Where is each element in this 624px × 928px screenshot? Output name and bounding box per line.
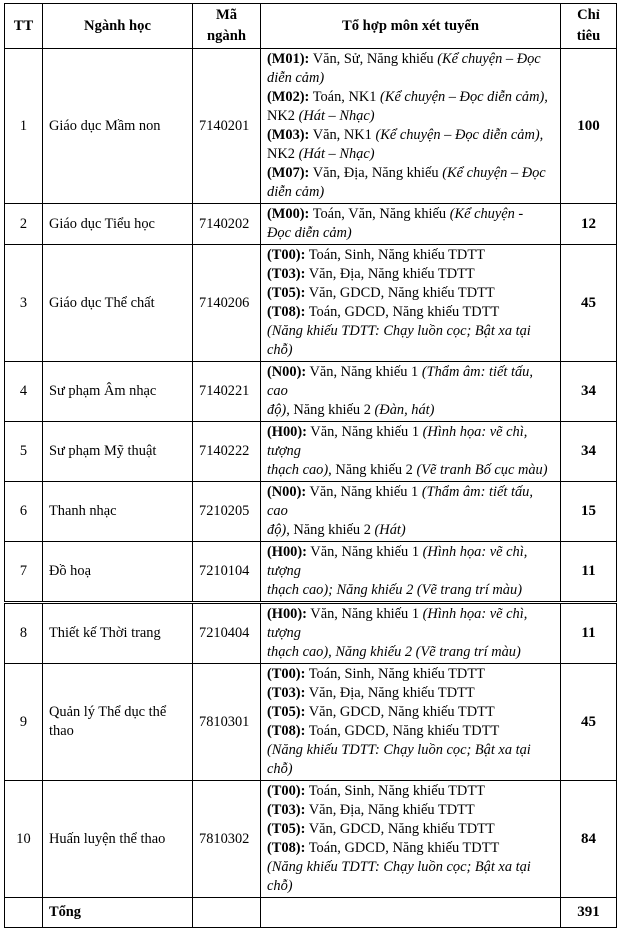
combination-note: (Kể chuyện – Đọc diễn cảm), xyxy=(380,89,548,105)
row-number: 9 xyxy=(5,664,43,781)
major-code: 7140221 xyxy=(193,362,261,422)
row-number: 4 xyxy=(5,362,43,422)
major-code: 7210404 xyxy=(193,603,261,664)
header-code-line1: Mã xyxy=(215,7,238,23)
combination-subjects: Toán, GDCD, Năng khiếu TDTT xyxy=(305,840,500,856)
subject-combinations xyxy=(261,603,561,664)
combination-note: (Kể chuyện – Đọc xyxy=(437,51,541,67)
table-row xyxy=(5,482,617,542)
combination-note: Đọc diễn cảm) xyxy=(267,225,352,241)
quota-value: 11 xyxy=(561,603,617,664)
combination-line xyxy=(267,183,557,202)
combination-subjects: Văn, Sử, Năng khiếu xyxy=(309,51,438,67)
quota-value: 84 xyxy=(561,781,617,898)
combination-line xyxy=(267,483,557,521)
combination-note: diễn cảm) xyxy=(267,70,325,86)
combination-code: (T08): xyxy=(267,723,306,739)
subject-combinations xyxy=(261,49,561,204)
quota-value: 11 xyxy=(561,542,617,603)
combination-subjects: NK2 xyxy=(267,108,299,124)
row-number: 6 xyxy=(5,482,43,542)
major-name: Giáo dục Mầm non xyxy=(43,49,193,204)
combination-code: (T05): xyxy=(267,704,306,720)
major-code: 7210205 xyxy=(193,482,261,542)
total-value: 391 xyxy=(561,898,617,928)
subject-combinations xyxy=(261,482,561,542)
combination-subjects: , Năng khiếu 2 xyxy=(286,522,375,538)
combination-line xyxy=(267,145,557,164)
combination-line xyxy=(267,461,557,480)
quota-value: 100 xyxy=(561,49,617,204)
combination-code: (T00): xyxy=(267,666,306,682)
major-code: 7140206 xyxy=(193,245,261,362)
major-code: 7810301 xyxy=(193,664,261,781)
combination-line xyxy=(267,722,557,741)
combination-note: (Kể chuyện - xyxy=(449,206,524,222)
table-body xyxy=(5,49,617,898)
major-name: Quản lý Thể dục thể thao xyxy=(43,664,193,781)
table-row xyxy=(5,49,617,204)
combination-code: (M03): xyxy=(267,127,310,143)
combination-code: (N00): xyxy=(267,484,307,500)
combination-line xyxy=(267,88,557,107)
combination-subjects: Văn, GDCD, Năng khiếu TDTT xyxy=(305,704,495,720)
combination-note: (Thẩm âm: tiết tấu, cao xyxy=(267,484,533,519)
combination-subjects: Toán, Sinh, Năng khiếu TDTT xyxy=(305,783,485,799)
combination-subjects: Văn, Năng khiếu 1 xyxy=(306,606,423,622)
combination-line xyxy=(267,581,557,600)
table-row xyxy=(5,542,617,603)
combination-note: diễn cảm) xyxy=(267,184,325,200)
combination-subjects: Văn, Năng khiếu 1 xyxy=(306,484,422,500)
combination-line xyxy=(267,126,557,145)
combination-note: (Hát) xyxy=(374,522,406,538)
combination-subjects: Văn, NK1 xyxy=(309,127,376,143)
combination-note: (Kể chuyện – Đọc xyxy=(442,165,546,181)
major-code: 7140222 xyxy=(193,422,261,482)
subject-combinations xyxy=(261,664,561,781)
combination-subjects: Toán, GDCD, Năng khiếu TDTT xyxy=(305,304,500,320)
combination-subjects: , Năng khiếu 2 xyxy=(328,462,417,478)
row-number: 2 xyxy=(5,204,43,245)
combination-subjects: Văn, Năng khiếu 1 xyxy=(306,424,423,440)
subject-combinations xyxy=(261,422,561,482)
combination-line xyxy=(267,543,557,581)
combination-line xyxy=(267,322,557,360)
combination-line xyxy=(267,401,557,420)
combination-code: (T08): xyxy=(267,304,306,320)
quota-value: 34 xyxy=(561,422,617,482)
combination-line xyxy=(267,284,557,303)
table-row xyxy=(5,422,617,482)
combination-line xyxy=(267,50,557,69)
combination-subjects: Toán, Sinh, Năng khiếu TDTT xyxy=(305,666,485,682)
subject-combinations xyxy=(261,245,561,362)
combination-line xyxy=(267,265,557,284)
combination-line xyxy=(267,741,557,779)
combination-code: (T05): xyxy=(267,821,306,837)
combination-line xyxy=(267,665,557,684)
combination-line xyxy=(267,107,557,126)
total-label: Tổng xyxy=(43,898,193,928)
major-name: Giáo dục Tiểu học xyxy=(43,204,193,245)
subject-combinations xyxy=(261,362,561,422)
combination-line xyxy=(267,224,557,243)
quota-value: 45 xyxy=(561,664,617,781)
combination-code: (H00): xyxy=(267,606,307,622)
row-number: 7 xyxy=(5,542,43,603)
table-row xyxy=(5,664,617,781)
combination-code: (T03): xyxy=(267,802,306,818)
combination-code: (H00): xyxy=(267,424,307,440)
major-name: Sư phạm Âm nhạc xyxy=(43,362,193,422)
combination-code: (M07): xyxy=(267,165,310,181)
combination-note: (Hình họa: vẽ chì, tượng xyxy=(267,424,528,459)
combination-note: độ) xyxy=(267,522,287,538)
combination-subjects: Văn, Năng khiếu 1 xyxy=(306,544,423,560)
row-number: 1 xyxy=(5,49,43,204)
row-number: 10 xyxy=(5,781,43,898)
combination-code: (M00): xyxy=(267,206,310,222)
table-header xyxy=(5,4,617,49)
subject-combinations xyxy=(261,781,561,898)
combination-line xyxy=(267,703,557,722)
quota-value: 12 xyxy=(561,204,617,245)
major-name: Đồ hoạ xyxy=(43,542,193,603)
admissions-table xyxy=(4,3,617,928)
major-name: Sư phạm Mỹ thuật xyxy=(43,422,193,482)
combination-line xyxy=(267,801,557,820)
total-empty-cell xyxy=(5,898,43,928)
combination-line xyxy=(267,363,557,401)
row-number: 3 xyxy=(5,245,43,362)
combination-line xyxy=(267,782,557,801)
major-name: Thiết kế Thời trang xyxy=(43,603,193,664)
combination-line xyxy=(267,69,557,88)
major-code: 7210104 xyxy=(193,542,261,603)
row-number: 8 xyxy=(5,603,43,664)
combination-line xyxy=(267,521,557,540)
combination-line xyxy=(267,820,557,839)
table-row xyxy=(5,204,617,245)
combination-line xyxy=(267,684,557,703)
combination-line xyxy=(267,605,557,643)
combination-subjects: Toán, Văn, Năng khiếu xyxy=(309,206,450,222)
total-empty-cell xyxy=(261,898,561,928)
major-code: 7140201 xyxy=(193,49,261,204)
combination-line xyxy=(267,303,557,322)
quota-value: 45 xyxy=(561,245,617,362)
combination-code: (T05): xyxy=(267,285,306,301)
combination-note: thạch cao) xyxy=(267,462,329,478)
combination-code: (T08): xyxy=(267,840,306,856)
combination-code: (T00): xyxy=(267,783,306,799)
combination-note: (Kể chuyện – Đọc diễn cảm), xyxy=(375,127,544,143)
combination-note: (Năng khiếu TDTT: Chạy luồn cọc; Bật xa tại chỗ) xyxy=(267,859,531,894)
table-footer xyxy=(5,898,617,928)
header-quota-line1: Chỉ xyxy=(577,7,600,23)
combination-note: (Hình họa: vẽ chì, tượng xyxy=(267,544,528,579)
combination-note: (Đàn, hát) xyxy=(374,402,435,418)
combination-code: (T03): xyxy=(267,266,306,282)
header-quota xyxy=(561,4,617,49)
combination-subjects: Toán, Sinh, Năng khiếu TDTT xyxy=(305,247,485,263)
major-name: Giáo dục Thể chất xyxy=(43,245,193,362)
header-tt: TT xyxy=(5,4,43,49)
combination-note: thạch cao); Năng khiếu 2 (Vẽ trang trí màu) xyxy=(267,582,522,598)
combination-code: (N00): xyxy=(267,364,307,380)
combination-note: (Năng khiếu TDTT: Chạy luồn cọc; Bật xa tại chỗ) xyxy=(267,742,531,777)
combination-subjects: Văn, GDCD, Năng khiếu TDTT xyxy=(305,821,495,837)
header-major: Ngành học xyxy=(43,4,193,49)
major-code: 7810302 xyxy=(193,781,261,898)
combination-note: (Hát – Nhạc) xyxy=(298,108,375,124)
combination-subjects: , Năng khiếu 2 xyxy=(286,402,375,418)
quota-value: 34 xyxy=(561,362,617,422)
combination-code: (H00): xyxy=(267,544,307,560)
table-row xyxy=(5,781,617,898)
header-quota-line2: tiêu xyxy=(576,28,601,44)
combination-subjects: Toán, NK1 xyxy=(309,89,381,105)
combination-code: (M02): xyxy=(267,89,310,105)
combination-note: (Thẩm âm: tiết tấu, cao xyxy=(267,364,533,399)
major-name: Huấn luyện thể thao xyxy=(43,781,193,898)
combination-subjects: Văn, Địa, Năng khiếu xyxy=(309,165,443,181)
quota-value: 15 xyxy=(561,482,617,542)
combination-note: (Năng khiếu TDTT: Chạy luồn cọc; Bật xa tại chỗ) xyxy=(267,323,531,358)
combination-note: (Vẽ tranh Bố cục màu) xyxy=(416,462,548,478)
combination-line xyxy=(267,839,557,858)
combination-code: (T03): xyxy=(267,685,306,701)
table-row xyxy=(5,603,617,664)
table-row xyxy=(5,245,617,362)
header-code-line2: ngành xyxy=(207,28,246,44)
combination-subjects: Văn, Địa, Năng khiếu TDTT xyxy=(305,266,475,282)
row-number: 5 xyxy=(5,422,43,482)
combination-note: (Hát – Nhạc) xyxy=(298,146,375,162)
combination-subjects: Văn, Địa, Năng khiếu TDTT xyxy=(305,685,475,701)
combination-line xyxy=(267,858,557,896)
major-code: 7140202 xyxy=(193,204,261,245)
combination-subjects: NK2 xyxy=(267,146,299,162)
combination-subjects: Văn, GDCD, Năng khiếu TDTT xyxy=(305,285,495,301)
combination-line xyxy=(267,164,557,183)
combination-line xyxy=(267,246,557,265)
total-empty-cell xyxy=(193,898,261,928)
combination-note: (Hình họa: vẽ chì, tượng xyxy=(267,606,528,641)
combination-line xyxy=(267,643,557,662)
major-name: Thanh nhạc xyxy=(43,482,193,542)
subject-combinations xyxy=(261,204,561,245)
combination-code: (M01): xyxy=(267,51,310,67)
combination-note: độ) xyxy=(267,402,287,418)
subject-combinations xyxy=(261,542,561,603)
header-code xyxy=(193,4,261,49)
combination-subjects: Toán, GDCD, Năng khiếu TDTT xyxy=(305,723,500,739)
combination-subjects: Văn, Địa, Năng khiếu TDTT xyxy=(305,802,475,818)
table-row xyxy=(5,362,617,422)
combination-code: (T00): xyxy=(267,247,306,263)
combination-line xyxy=(267,205,557,224)
header-combos: Tổ hợp môn xét tuyển xyxy=(261,4,561,49)
combination-subjects: Văn, Năng khiếu 1 xyxy=(306,364,422,380)
combination-note: thạch cao), Năng khiếu 2 (Vẽ trang trí màu) xyxy=(267,644,521,660)
combination-line xyxy=(267,423,557,461)
